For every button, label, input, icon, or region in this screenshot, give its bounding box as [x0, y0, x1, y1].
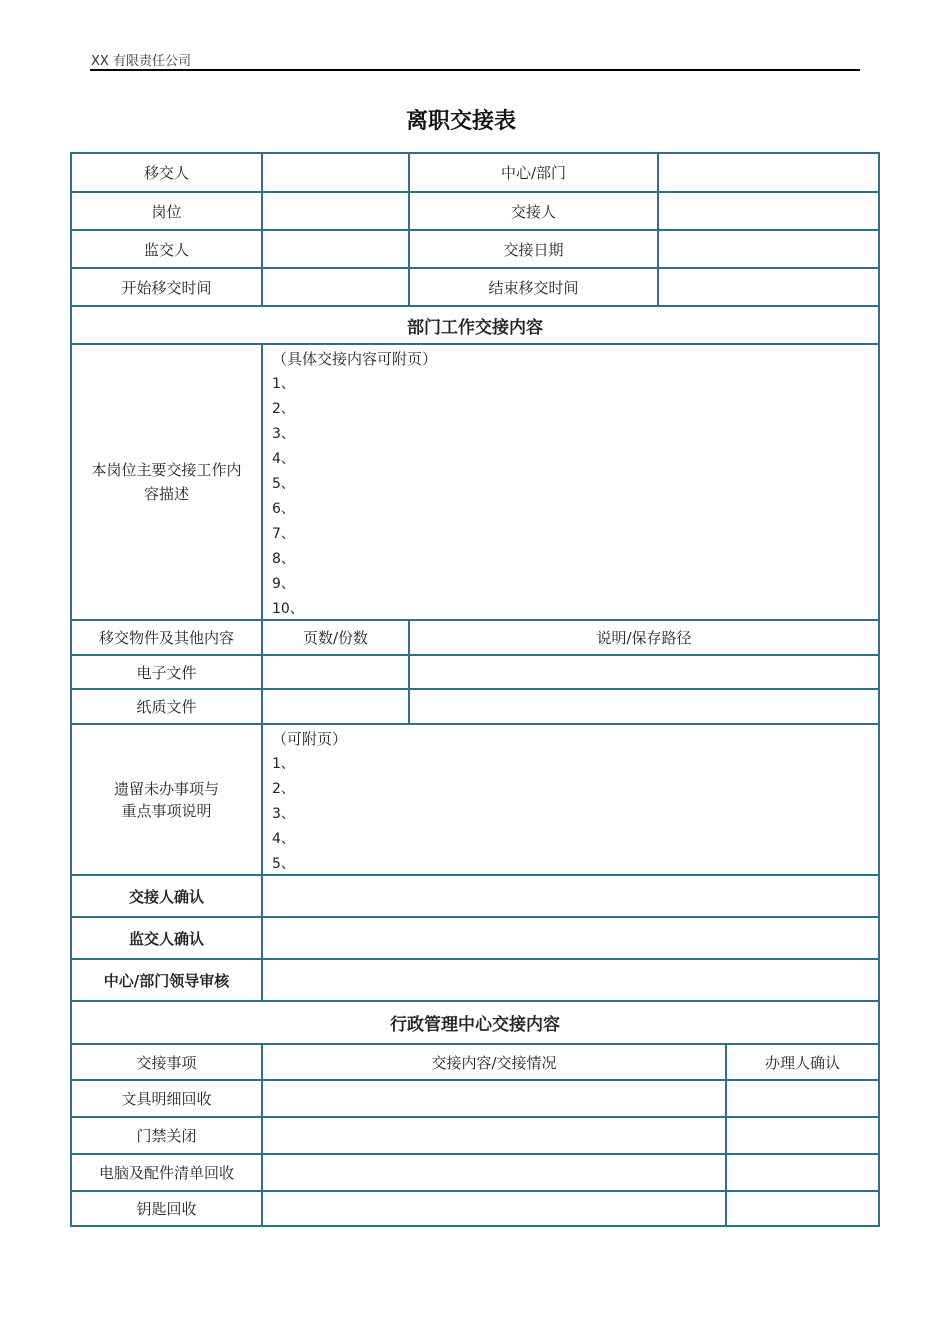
- start-time-value[interactable]: [261, 269, 408, 305]
- leader-review-label: 中心/部门领导审核: [103, 971, 230, 990]
- end-time-label: 结束移交时间: [408, 269, 657, 305]
- work-label-line-2: 容描述: [143, 485, 189, 503]
- admin-section-title: 行政管理中心交接内容: [390, 1015, 560, 1035]
- document-title: 离职交接表: [405, 109, 516, 134]
- receiver-confirm-row: [72, 874, 878, 916]
- supervisor-label: 监交人: [143, 240, 189, 259]
- admin-item-content[interactable]: [261, 1118, 725, 1153]
- pending-items-content[interactable]: [261, 725, 878, 874]
- position-value[interactable]: [261, 193, 408, 229]
- admin-col-header-2: 交接内容/交接情况: [261, 1045, 725, 1079]
- supervisor-confirm-row: [72, 916, 878, 958]
- pending-items-label: [72, 725, 261, 874]
- pending-label-line-1: 遗留未办事项与: [113, 779, 219, 798]
- work-description-label: [72, 345, 261, 619]
- list-item: 3、: [272, 426, 295, 442]
- admin-section-header: [72, 1000, 878, 1043]
- list-item: 4、: [272, 451, 295, 467]
- admin-item-label: 门禁关闭: [136, 1127, 197, 1145]
- handover-person-value[interactable]: [261, 154, 408, 191]
- paper-files-label: 纸质文件: [136, 698, 197, 716]
- table-row: [72, 1079, 878, 1116]
- list-item: 1、: [272, 756, 295, 772]
- paper-files-row: [72, 688, 878, 723]
- leader-review-value[interactable]: [261, 960, 878, 1000]
- list-item: 4、: [272, 831, 295, 847]
- admin-item-label: 文具明细回收: [121, 1090, 212, 1108]
- receiver-confirm-label: 交接人确认: [128, 887, 204, 906]
- items-col-header-2: 页数/份数: [261, 621, 408, 654]
- paper-files-count[interactable]: [261, 690, 408, 723]
- leader-review-row: [72, 958, 878, 1000]
- admin-item-label: 钥匙回收: [136, 1200, 197, 1218]
- admin-item-label: 电脑及配件清单回收: [98, 1164, 234, 1182]
- admin-header-row: [72, 1043, 878, 1079]
- list-item: 5、: [272, 856, 295, 872]
- work-note: （具体交接内容可附页）: [272, 350, 438, 368]
- table-row: [72, 1190, 878, 1225]
- electronic-files-count[interactable]: [261, 656, 408, 688]
- info-row-4: [72, 267, 878, 305]
- admin-col-header-3: 办理人确认: [725, 1045, 878, 1079]
- receiver-label: 交接人: [408, 193, 657, 229]
- admin-col-header-1: 交接事项: [136, 1053, 197, 1072]
- end-time-value[interactable]: [657, 269, 878, 305]
- electronic-files-label: 电子文件: [136, 663, 197, 682]
- admin-item-content[interactable]: [261, 1155, 725, 1190]
- handover-person-label: 移交人: [143, 164, 189, 182]
- info-row-1: [72, 154, 878, 191]
- items-header-row: [72, 619, 878, 654]
- start-time-label: 开始移交时间: [121, 278, 212, 297]
- work-description-content[interactable]: [261, 345, 878, 619]
- header-divider: [90, 69, 860, 71]
- list-item: 7、: [272, 526, 295, 542]
- list-item: 3、: [272, 806, 295, 822]
- dept-section-title: 部门工作交接内容: [407, 317, 543, 338]
- handover-form-table: [70, 152, 880, 1227]
- pending-note: （可附页）: [272, 730, 348, 748]
- list-item: 9、: [272, 576, 295, 592]
- handover-date-label: 交接日期: [408, 231, 657, 267]
- work-label-line-1: 本岗位主要交接工作内: [91, 461, 242, 479]
- work-description-row: [72, 343, 878, 619]
- pending-items-row: [72, 723, 878, 874]
- company-name: XX 有限责任公司: [91, 54, 191, 69]
- items-col-header-3: 说明/保存路径: [408, 621, 878, 654]
- supervisor-confirm-value[interactable]: [261, 918, 878, 958]
- list-item: 2、: [272, 401, 295, 417]
- handover-date-value[interactable]: [657, 231, 878, 267]
- receiver-value[interactable]: [657, 193, 878, 229]
- supervisor-value[interactable]: [261, 231, 408, 267]
- list-item: 10、: [272, 601, 304, 617]
- admin-item-confirm[interactable]: [725, 1081, 878, 1116]
- paper-files-path[interactable]: [408, 690, 878, 723]
- pending-label-line-2: 重点事项说明: [121, 801, 212, 820]
- admin-item-confirm[interactable]: [725, 1155, 878, 1190]
- dept-section-header: [72, 305, 878, 343]
- admin-item-confirm[interactable]: [725, 1192, 878, 1225]
- info-row-2: [72, 191, 878, 229]
- position-label: 岗位: [151, 202, 182, 221]
- receiver-confirm-value[interactable]: [261, 876, 878, 916]
- list-item: 8、: [272, 551, 295, 567]
- electronic-files-path[interactable]: [408, 656, 878, 688]
- department-label: 中心/部门: [408, 154, 657, 191]
- list-item: 1、: [272, 376, 295, 392]
- table-row: [72, 1153, 878, 1190]
- list-item: 2、: [272, 781, 295, 797]
- table-row: [72, 1116, 878, 1153]
- admin-item-content[interactable]: [261, 1081, 725, 1116]
- admin-item-confirm[interactable]: [725, 1118, 878, 1153]
- list-item: 6、: [272, 501, 295, 517]
- info-row-3: [72, 229, 878, 267]
- list-item: 5、: [272, 476, 295, 492]
- department-value[interactable]: [657, 154, 878, 191]
- supervisor-confirm-label: 监交人确认: [128, 929, 204, 948]
- admin-item-content[interactable]: [261, 1192, 725, 1225]
- electronic-files-row: [72, 654, 878, 688]
- items-col-header-1: 移交物件及其他内容: [98, 629, 234, 647]
